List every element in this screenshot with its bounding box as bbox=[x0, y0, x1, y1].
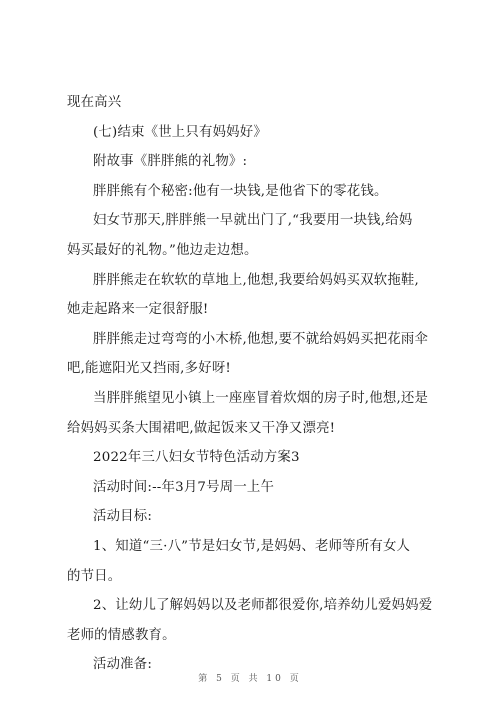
section-heading: (七)结束《世上只有妈妈好》 bbox=[93, 124, 267, 140]
activity-goals-heading: 活动目标: bbox=[93, 509, 153, 525]
text-line: 当胖胖熊望见小镇上一座座冒着炊烟的房子时,他想,还是 bbox=[93, 390, 429, 406]
activity-prep-heading: 活动准备: bbox=[93, 657, 153, 673]
text-line: 妈买最好的礼物。”他边走边想。 bbox=[67, 242, 258, 258]
text-line: 胖胖熊有个秘密:他有一块钱,是他省下的零花钱。 bbox=[93, 183, 388, 199]
page-number-footer: 第 5 页 共 10 页 bbox=[198, 674, 302, 684]
text-line: 给妈妈买条大围裙吧,做起饭来又干净又漂亮! bbox=[67, 420, 336, 436]
text-line: 妇女节那天,胖胖熊一早就出门了,“我要用一块钱,给妈 bbox=[93, 213, 413, 229]
text-line: 老师的情感教育。 bbox=[67, 627, 176, 643]
text-line: 胖胖熊走在软软的草地上,他想,我要给妈妈买双软拖鞋, bbox=[93, 272, 419, 288]
text-line: 现在高兴 bbox=[67, 95, 122, 110]
text-line: 的节日。 bbox=[67, 568, 122, 584]
text-line: 吧,能遮阳光又挡雨,多好呀! bbox=[67, 361, 231, 377]
activity-time: 活动时间:--年3月7号周一上午 bbox=[93, 479, 275, 495]
text-line: 2、让幼儿了解妈妈以及老师都很爱你,培养幼儿爱妈妈爱 bbox=[93, 598, 433, 614]
text-line: 她走起路来一定很舒服! bbox=[67, 302, 209, 318]
text-line: 1、知道“三·八”节是妇女节,是妈妈、老师等所有女人 bbox=[93, 538, 411, 554]
story-title: 附故事《胖胖熊的礼物》: bbox=[93, 154, 248, 170]
section-title: 2022年三八妇女节特色活动方案3 bbox=[93, 450, 300, 466]
document-body bbox=[67, 88, 443, 680]
text-line: 胖胖熊走过弯弯的小木桥,他想,要不就给妈妈买把花雨伞 bbox=[93, 331, 429, 347]
